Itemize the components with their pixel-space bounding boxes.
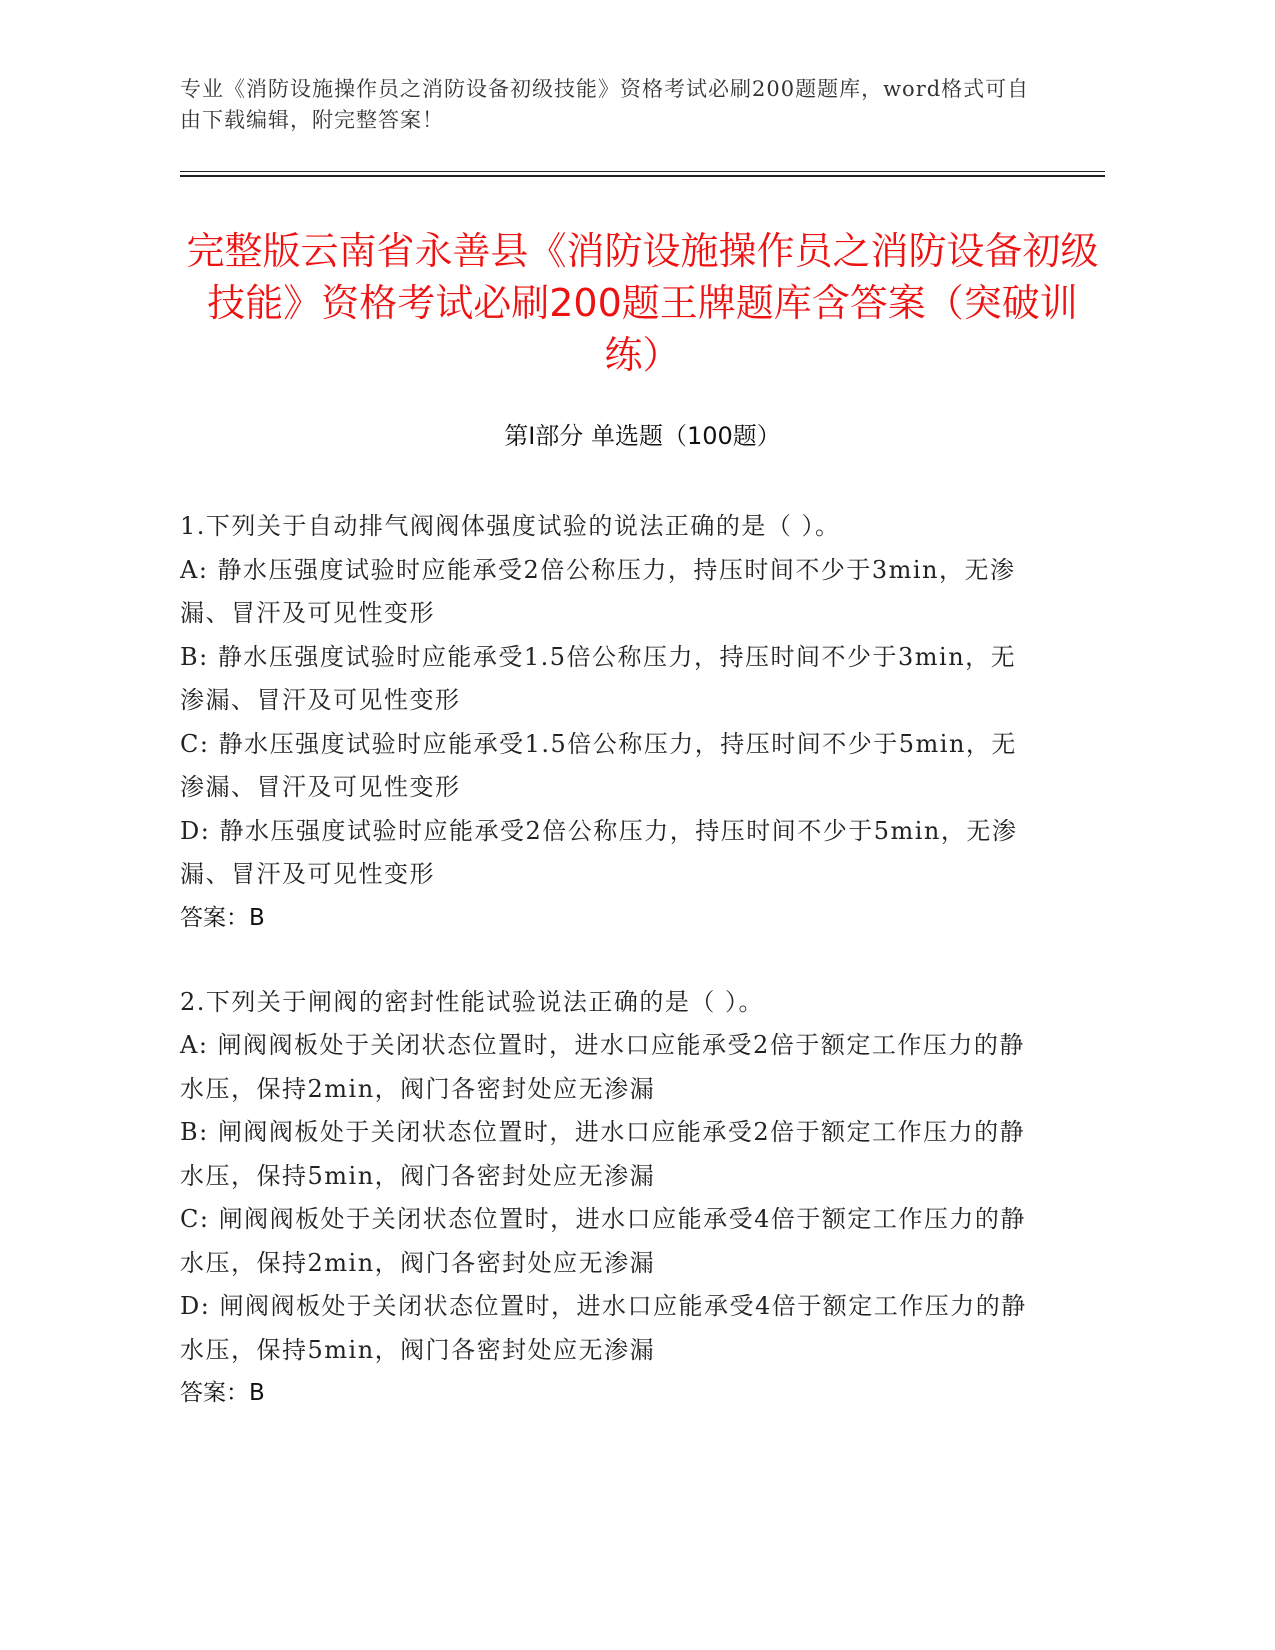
question-stem: 1.下列关于自动排气阀阀体强度试验的说法正确的是（ ）。 [180, 512, 841, 540]
document-title: 完整版云南省永善县《消防设施操作员之消防设备初级技能》资格考试必刷200题王牌题库含答案（突破训练） [186, 229, 1099, 377]
option-a: A: 静水压强度试验时应能承受2倍公称压力，持压时间不少于3min，无渗漏、冒汗及可见性变形 [180, 555, 1016, 627]
answer-line: 答案：B [180, 904, 265, 931]
option-c: C: 静水压强度试验时应能承受1.5倍公称压力，持压时间不少于5min，无渗漏、冒汗及可见性变形 [180, 729, 1017, 801]
question-1 [180, 505, 1040, 940]
option-d: D: 闸阀阀板处于关闭状态位置时，进水口应能承受4倍于额定工作压力的静水压，保持5min，阀门各密封处应无渗漏 [180, 1292, 1027, 1364]
question-2 [180, 981, 1040, 1416]
question-list [180, 505, 1040, 1456]
option-b: B: 静水压强度试验时应能承受1.5倍公称压力，持压时间不少于3min，无渗漏、冒汗及可见性变形 [180, 642, 1017, 714]
option-a: A: 闸阀阀板处于关闭状态位置时，进水口应能承受2倍于额定工作压力的静水压，保持2min，阀门各密封处应无渗漏 [180, 1031, 1025, 1103]
section-heading: 第I部分 单选题（100题） [504, 422, 781, 450]
header-divider-thick [180, 175, 1105, 177]
option-d: D: 静水压强度试验时应能承受2倍公称压力，持压时间不少于5min，无渗漏、冒汗及可见性变形 [180, 816, 1018, 888]
answer-line: 答案：B [180, 1380, 265, 1406]
header-note: 专业《消防设施操作员之消防设备初级技能》资格考试必刷200题题库，word格式可自由下载编辑，附完整答案！ [180, 77, 1030, 132]
option-c: C: 闸阀阀板处于关闭状态位置时，进水口应能承受4倍于额定工作压力的静水压，保持2min，阀门各密封处应无渗漏 [180, 1205, 1026, 1277]
question-stem: 2.下列关于闸阀的密封性能试验说法正确的是（ ）。 [180, 987, 765, 1016]
header-divider-thin [180, 171, 1105, 172]
option-b: B: 闸阀阀板处于关闭状态位置时，进水口应能承受2倍于额定工作压力的静水压，保持5min，阀门各密封处应无渗漏 [180, 1118, 1026, 1190]
